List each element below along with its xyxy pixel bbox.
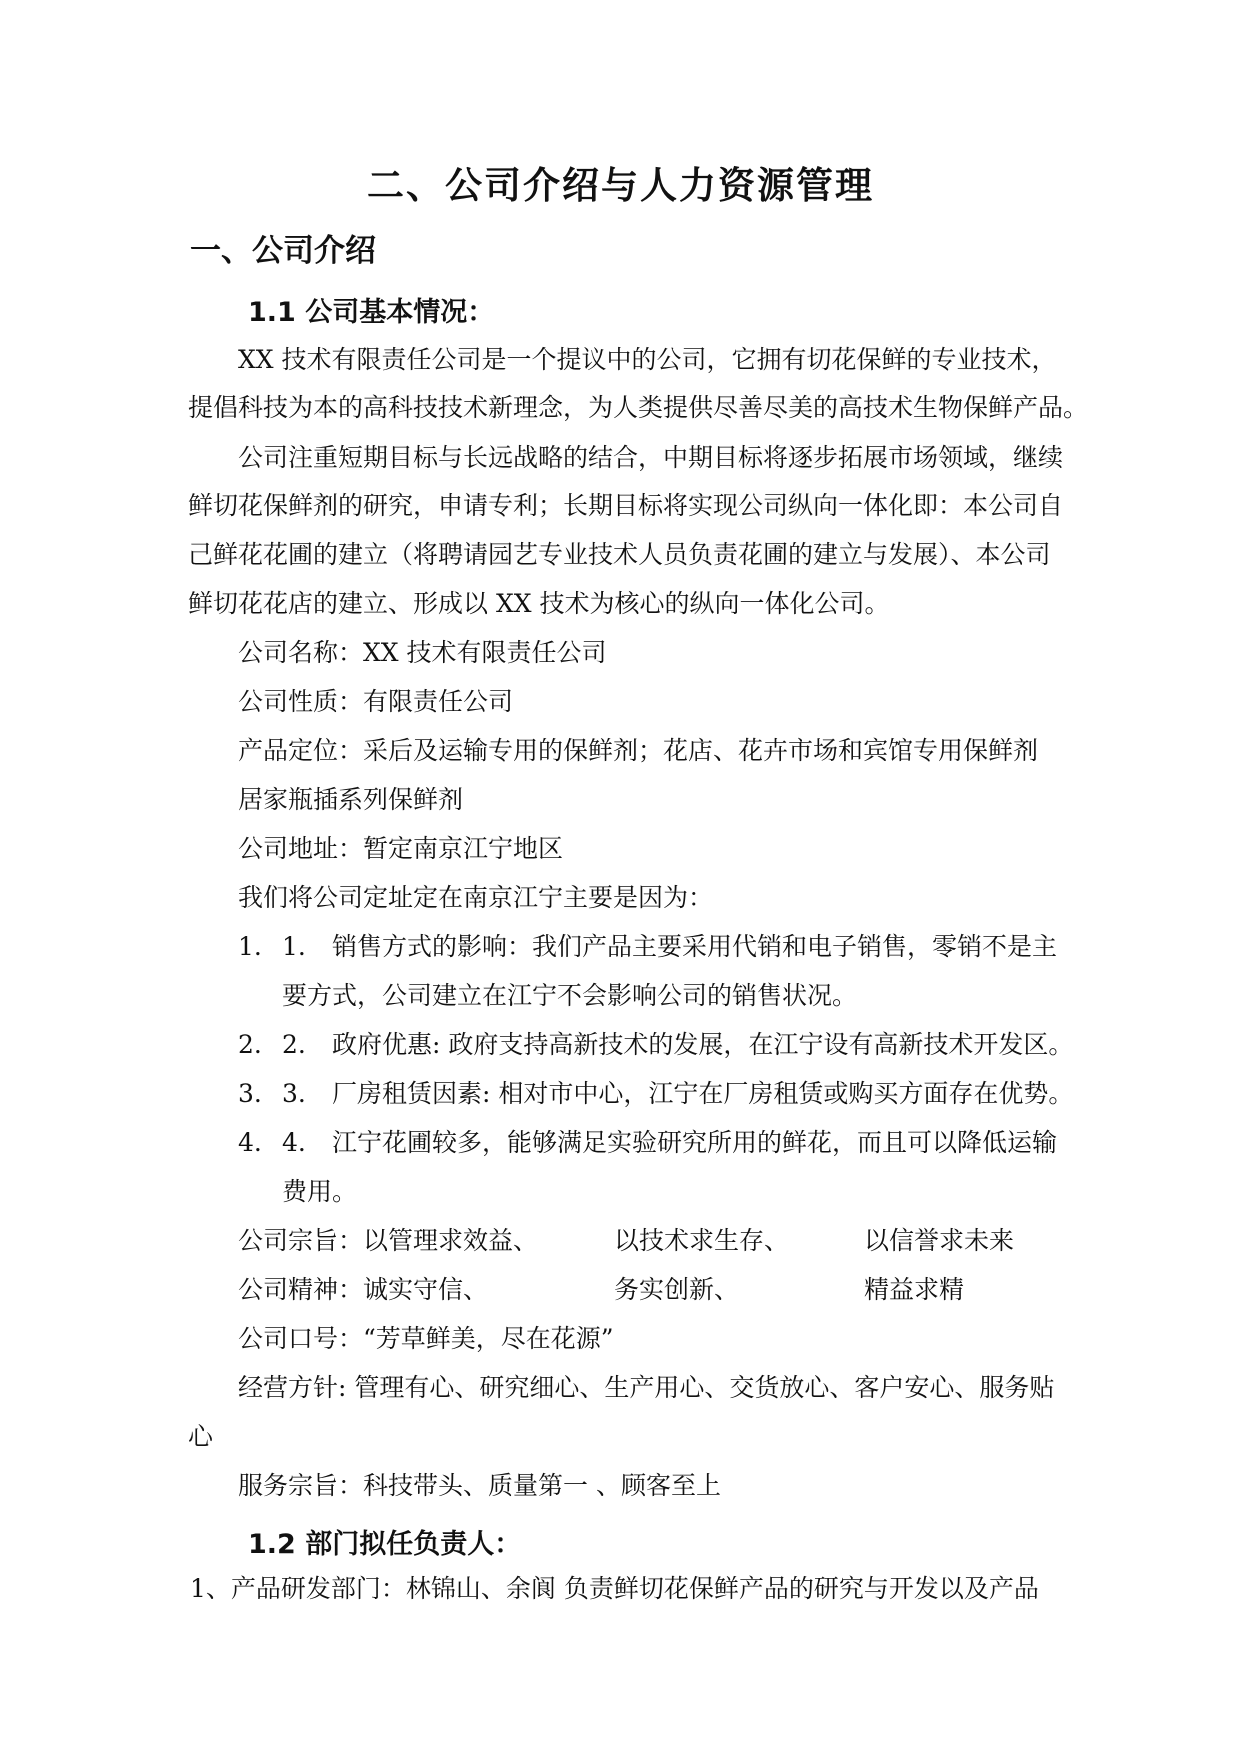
list-item-text: 要方式，公司建立在江宁不会影响公司的销售状况。	[282, 981, 858, 1010]
tenets-col2: 以技术求生存、	[614, 1226, 790, 1255]
paragraph-line: 鲜切花花店的建立、形成以 XX 技术为核心的纵向一体化公司。	[188, 589, 890, 618]
page-title: 二、公司介绍与人力资源管理	[367, 164, 874, 207]
list-item-text: 政府优惠: 政府支持高新技术的发展，在江宁设有高新技术开发区。	[332, 1030, 1074, 1059]
company-name: 公司名称：XX 技术有限责任公司	[238, 638, 607, 667]
product-positioning-cont: 居家瓶插系列保鲜剂	[238, 785, 464, 814]
list-number: 2.	[238, 1030, 262, 1059]
subsection-heading: 1.2 部门拟任负责人：	[248, 1529, 522, 1560]
reason-intro: 我们将公司定址定在南京江宁主要是因为：	[238, 883, 714, 912]
service-tenet: 服务宗旨：科技带头、质量第一 、顾客至上	[238, 1471, 721, 1500]
paragraph-line: XX 技术有限责任公司是一个提议中的公司，它拥有切花保鲜的专业技术，	[238, 345, 1057, 374]
list-subnumber: 3.	[282, 1079, 306, 1108]
company-address: 公司地址：暂定南京江宁地区	[238, 834, 564, 863]
paragraph-line: 己鲜花花圃的建立（将聘请园艺专业技术人员负责花圃的建立与发展）、本公司	[188, 540, 1051, 569]
paragraph-line: 鲜切花保鲜剂的研究，申请专利；长期目标将实现公司纵向一体化即：本公司自	[188, 491, 1064, 520]
list-subnumber: 1.	[282, 932, 306, 961]
paragraph-line: 公司注重短期目标与长远战略的结合，中期目标将逐步拓展市场领域，继续	[238, 443, 1064, 472]
list-number: 1.	[238, 932, 262, 961]
business-policy: 经营方针: 管理有心、研究细心、生产用心、交货放心、客户安心、服务贴	[238, 1373, 1055, 1402]
company-slogan: 公司口号：“芳草鲜美，尽在花源”	[238, 1324, 614, 1353]
company-nature: 公司性质：有限责任公司	[238, 687, 514, 716]
business-policy-cont: 心	[188, 1422, 214, 1451]
tenets-label: 公司宗旨：以管理求效益、	[238, 1226, 539, 1255]
list-subnumber: 2.	[282, 1030, 306, 1059]
list-number: 3.	[238, 1079, 262, 1108]
list-subnumber: 4.	[282, 1128, 306, 1157]
list-item-text: 费用。	[282, 1177, 358, 1206]
section-heading: 一、公司介绍	[190, 233, 376, 269]
subsection-heading: 1.1 公司基本情况：	[248, 297, 495, 328]
department-item: 1、产品研发部门：林锦山、余阆 负责鲜切花保鲜产品的研究与开发以及产品	[190, 1574, 1039, 1603]
tenets-col3: 以信誉求未来	[864, 1226, 1015, 1255]
spirit-label: 公司精神：诚实守信、	[238, 1275, 489, 1304]
list-number: 4.	[238, 1128, 262, 1157]
product-positioning: 产品定位：采后及运输专用的保鲜剂；花店、花卉市场和宾馆专用保鲜剂	[238, 736, 1039, 765]
paragraph-line: 提倡科技为本的高科技技术新理念，为人类提供尽善尽美的高技术生物保鲜产品。	[188, 393, 1089, 422]
spirit-col2: 务实创新、	[614, 1275, 740, 1304]
list-item-text: 销售方式的影响：我们产品主要采用代销和电子销售，零销不是主	[332, 932, 1058, 961]
list-item-text: 厂房租赁因素: 相对市中心，江宁在厂房租赁或购买方面存在优势。	[332, 1079, 1074, 1108]
list-item-text: 江宁花圃较多，能够满足实验研究所用的鲜花，而且可以降低运输	[332, 1128, 1058, 1157]
spirit-col3: 精益求精	[864, 1275, 965, 1304]
